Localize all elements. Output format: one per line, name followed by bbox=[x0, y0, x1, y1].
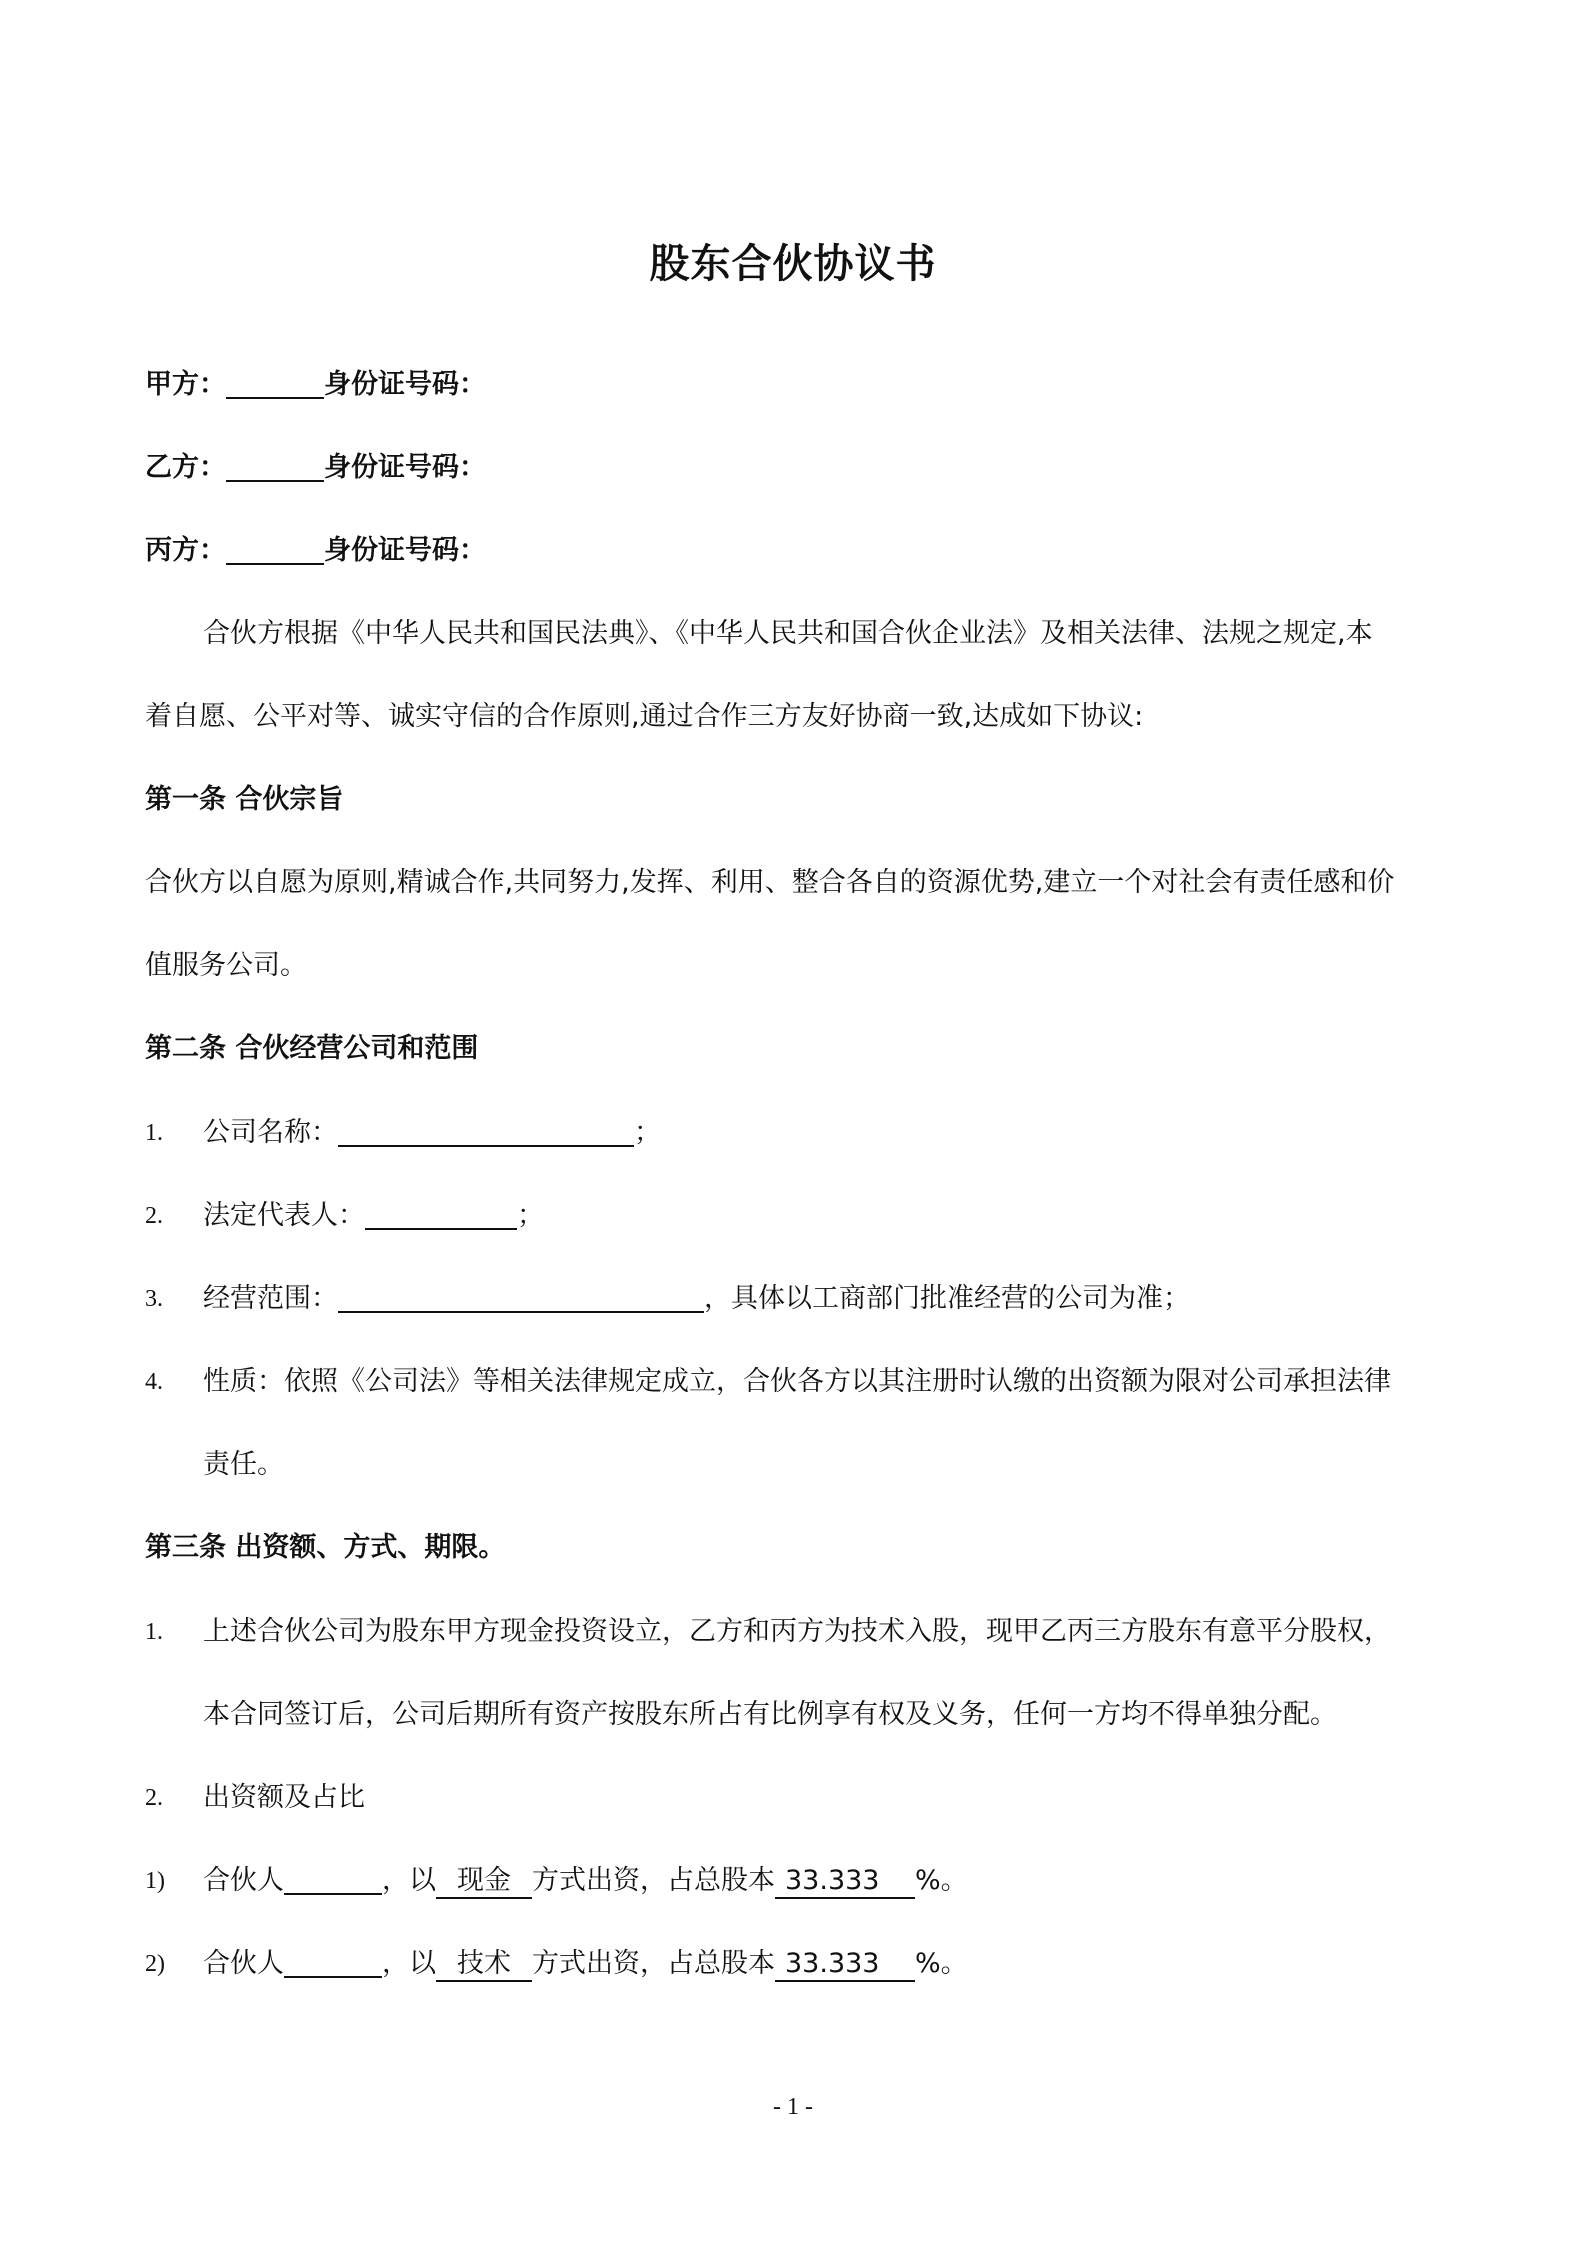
document-title: 股东合伙协议书 bbox=[649, 241, 937, 287]
article2-item4-number: 4. bbox=[145, 1369, 163, 1395]
contribution-1-percent: %。 bbox=[915, 1865, 968, 1896]
party-c-name-blank[interactable] bbox=[226, 533, 324, 565]
contribution-2-share[interactable]: 33.333 bbox=[775, 1948, 915, 1982]
contribution-2-after: 方式出资，占总股本 bbox=[532, 1948, 775, 1979]
contribution-1-partner-blank[interactable] bbox=[284, 1863, 382, 1895]
legal-rep-label: 法定代表人： bbox=[203, 1200, 365, 1231]
contribution-1-prefix: 合伙人 bbox=[203, 1865, 284, 1896]
contribution-2-number: 2) bbox=[145, 1951, 165, 1977]
company-name-label: 公司名称： bbox=[203, 1117, 338, 1148]
company-name-blank[interactable] bbox=[338, 1115, 634, 1147]
contribution-1-mid: ，以 bbox=[382, 1865, 436, 1896]
article3-item2-number: 2. bbox=[145, 1785, 163, 1811]
party-a-id-label: 身份证号码： bbox=[324, 369, 486, 400]
preamble-line-1: 合伙方根据《中华人民共和国民法典》、《中华人民共和国合伙企业法》及相关法律、法规之规定,本 bbox=[203, 618, 1373, 649]
contribution-1-share[interactable]: 33.333 bbox=[775, 1865, 915, 1899]
article2-item3 bbox=[203, 1279, 1190, 1319]
article2-item3-number: 3. bbox=[145, 1286, 163, 1312]
article1-line-1: 合伙方以自愿为原则,精诚合作,共同努力,发挥、利用、整合各自的资源优势,建立一个对社会有责任感和价 bbox=[145, 867, 1395, 898]
party-c-id-label: 身份证号码： bbox=[324, 535, 486, 566]
party-b-line bbox=[145, 448, 486, 488]
article3-item1-line-2: 本合同签订后，公司后期所有资产按股东所占有比例享有权及义务，任何一方均不得单独分配。 bbox=[203, 1699, 1337, 1730]
party-c-label: 丙方： bbox=[145, 535, 226, 566]
article3-item1-number: 1. bbox=[145, 1619, 163, 1645]
company-name-suffix: ； bbox=[634, 1117, 661, 1148]
business-scope-label: 经营范围： bbox=[203, 1283, 338, 1314]
party-a-line bbox=[145, 365, 486, 405]
contribution-2-mid: ，以 bbox=[382, 1948, 436, 1979]
article3-item1-line-1: 上述合伙公司为股东甲方现金投资设立，乙方和丙方为技术入股，现甲乙丙三方股东有意平分股权， bbox=[203, 1616, 1391, 1647]
contribution-1-number: 1) bbox=[145, 1868, 165, 1894]
contribution-1 bbox=[203, 1861, 968, 1901]
party-a-label: 甲方： bbox=[145, 369, 226, 400]
article1-line-2: 值服务公司。 bbox=[145, 950, 307, 981]
article3-heading: 第三条 出资额、方式、期限。 bbox=[145, 1532, 506, 1563]
party-c-line bbox=[145, 531, 486, 571]
article2-item4-line-1: 性质：依照《公司法》等相关法律规定成立，合伙各方以其注册时认缴的出资额为限对公司承担法律 bbox=[203, 1366, 1391, 1397]
contribution-2 bbox=[203, 1944, 968, 1984]
contribution-2-prefix: 合伙人 bbox=[203, 1948, 284, 1979]
contribution-1-method[interactable]: 现金 bbox=[436, 1865, 532, 1899]
contribution-1-after: 方式出资，占总股本 bbox=[532, 1865, 775, 1896]
article2-item1 bbox=[203, 1113, 661, 1153]
legal-rep-suffix: ； bbox=[517, 1200, 544, 1231]
article1-heading: 第一条 合伙宗旨 bbox=[145, 784, 344, 815]
party-b-label: 乙方： bbox=[145, 452, 226, 483]
party-a-name-blank[interactable] bbox=[226, 367, 324, 399]
page-number: - 1 - bbox=[773, 2094, 813, 2120]
party-b-id-label: 身份证号码： bbox=[324, 452, 486, 483]
article2-item1-number: 1. bbox=[145, 1120, 163, 1146]
business-scope-suffix: ，具体以工商部门批准经营的公司为准； bbox=[704, 1283, 1190, 1314]
article2-heading: 第二条 合伙经营公司和范围 bbox=[145, 1033, 479, 1064]
business-scope-blank[interactable] bbox=[338, 1281, 704, 1313]
party-b-name-blank[interactable] bbox=[226, 450, 324, 482]
legal-rep-blank[interactable] bbox=[365, 1198, 517, 1230]
contribution-2-method[interactable]: 技术 bbox=[436, 1948, 532, 1982]
preamble-line-2: 着自愿、公平对等、诚实守信的合作原则,通过合作三方友好协商一致,达成如下协议: bbox=[145, 701, 1144, 732]
contribution-2-partner-blank[interactable] bbox=[284, 1946, 382, 1978]
article2-item2-number: 2. bbox=[145, 1203, 163, 1229]
article3-item2-label: 出资额及占比 bbox=[203, 1782, 365, 1813]
article2-item4-line-2: 责任。 bbox=[203, 1449, 284, 1480]
article2-item2 bbox=[203, 1196, 544, 1236]
contribution-2-percent: %。 bbox=[915, 1948, 968, 1979]
